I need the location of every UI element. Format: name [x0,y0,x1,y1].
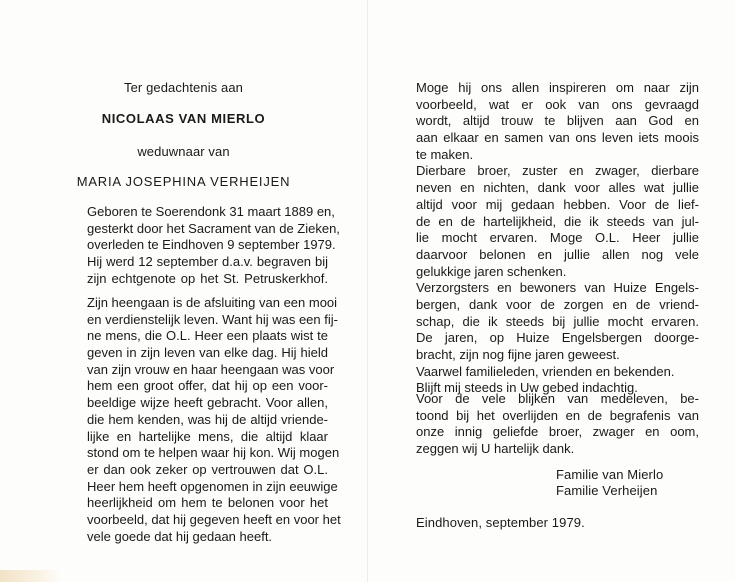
paragraph-line: neven en nichten, dank voor alles wat jullie [416,180,699,196]
memorial-line: Zijn heengaan is de afsluiting van een mooi [87,295,338,310]
paragraph-line: wordt, altijd trouw te blijven aan God en [416,113,699,129]
paragraph-line: schap, die ik steeds bij jullie mocht ervaren. [416,313,699,329]
paragraph-line: De jaren, op Huize Engelsbergen doorge- [416,330,699,346]
spouse-name: MARIA JOSEPHINA VERHEIJEN [76,174,291,189]
signature-line: Familie van Mierlo [556,467,664,482]
biography-block [87,204,340,287]
paragraph-line: bracht, zijn nog fijne jaren geweest. [416,347,620,362]
memorial-line: ne mens, die O.L. Heer een plaats wist te [87,328,328,344]
memorial-line: beeldige wijze heeft gebracht. Voor allen, [87,395,328,411]
paragraph-line: Verzorgsters en bewoners van Huize Engels- [416,280,699,296]
paragraph-line: Vaarwel familieleden, vrienden en bekenden. [416,363,675,379]
intro-text: Ter gedachtenis aan [124,80,243,95]
memorial-line: heerlijkheid om hem te belonen voor het [87,495,328,511]
paragraph-line: lie mocht ervaren. Moge O.L. Heer jullie [416,230,699,246]
signature-line: Familie Verheijen [556,483,658,498]
biography-line: zijn echtgenote op het St. Petruskerkhof. [87,270,328,286]
paragraph-line: altijd voor mij gedaan hebben. Voor de lief- [416,196,699,212]
memorial-line: van zijn vrouw en haar heengaan was voor [87,361,335,377]
memorial-line: stond om te helpen waar hij kon. Wij mogen [87,445,340,461]
paragraph-line: Dierbare broer, zuster en zwager, dierbare [416,163,699,179]
paragraph-line: daarvoor belonen en jullie allen nog vele [416,246,699,262]
left-page [0,0,367,582]
paragraph-line: gelukkige jaren schenken. [416,263,567,279]
paragraph-line: te maken. [416,146,474,162]
memorial-line: geven in zijn leven van elke dag. Hij hield [87,345,328,361]
memorial-line: vele goede dat hij gedaan heeft. [87,528,273,544]
paragraph-line: de en de hartelijkheid, die ik steeds van jul- [416,213,699,229]
memorial-line: lijke en hartelijke mens, die altijd klaar [87,428,328,444]
memorial-line: er dan ook zeker op vertrouwen dat O.L. [87,461,328,477]
biography-line: overleden te Eindhoven 9 september 1979. [87,237,336,253]
biography-line: gesterkt door het Sacrament van de Zieken, [87,220,340,236]
place-date: Eindhoven, september 1979. [416,515,585,530]
thanks-paragraph [416,391,699,458]
paragraph-line: voorbeeld, wat er ook van ons gevraagd [416,96,699,112]
memorial-text-block [87,295,341,545]
deceased-name: NICOLAAS VAN MIERLO [101,111,266,126]
paragraph-line: Blijft mij steeds in Uw gebed indachtig. [416,380,638,396]
paragraph-line: Moge hij ons allen inspireren om naar zijn [416,80,699,95]
relation-text: weduwnaar van [137,144,230,159]
right-page [368,0,735,582]
inspiration-paragraph [416,80,699,397]
memorial-line: voorbeeld, dat hij gegeven heeft en voor het [87,511,341,527]
paragraph-line: aan elkaar en samen van ons leven iets moois [416,130,699,146]
paragraph-line: onze innig geliefde broer, zwager en oom, [416,424,699,440]
paragraph-line: Voor de vele blijken van medeleven, be- [416,391,699,406]
paragraph-line: toond bij het overlijden en de begrafenis van [416,407,699,423]
biography-line: Hij werd 12 september d.a.v. begraven bij [87,254,328,270]
paragraph-line: bergen, dank voor de zorgen en de vriend- [416,296,699,312]
biography-line: Geboren te Soerendonk 31 maart 1889 en, [87,204,335,219]
memorial-line: hem een groot offer, dat hij op een voor- [87,378,328,394]
memorial-line: die hem kenden, was hij de altijd vriende- [87,411,328,427]
memorial-line: Heer hem heeft opgenomen in zijn eeuwige [87,478,338,494]
memorial-line: en verdienstelijk leven. Want hij was een fij- [87,311,338,327]
paragraph-line: zeggen wij U hartelijk dank. [416,441,575,457]
